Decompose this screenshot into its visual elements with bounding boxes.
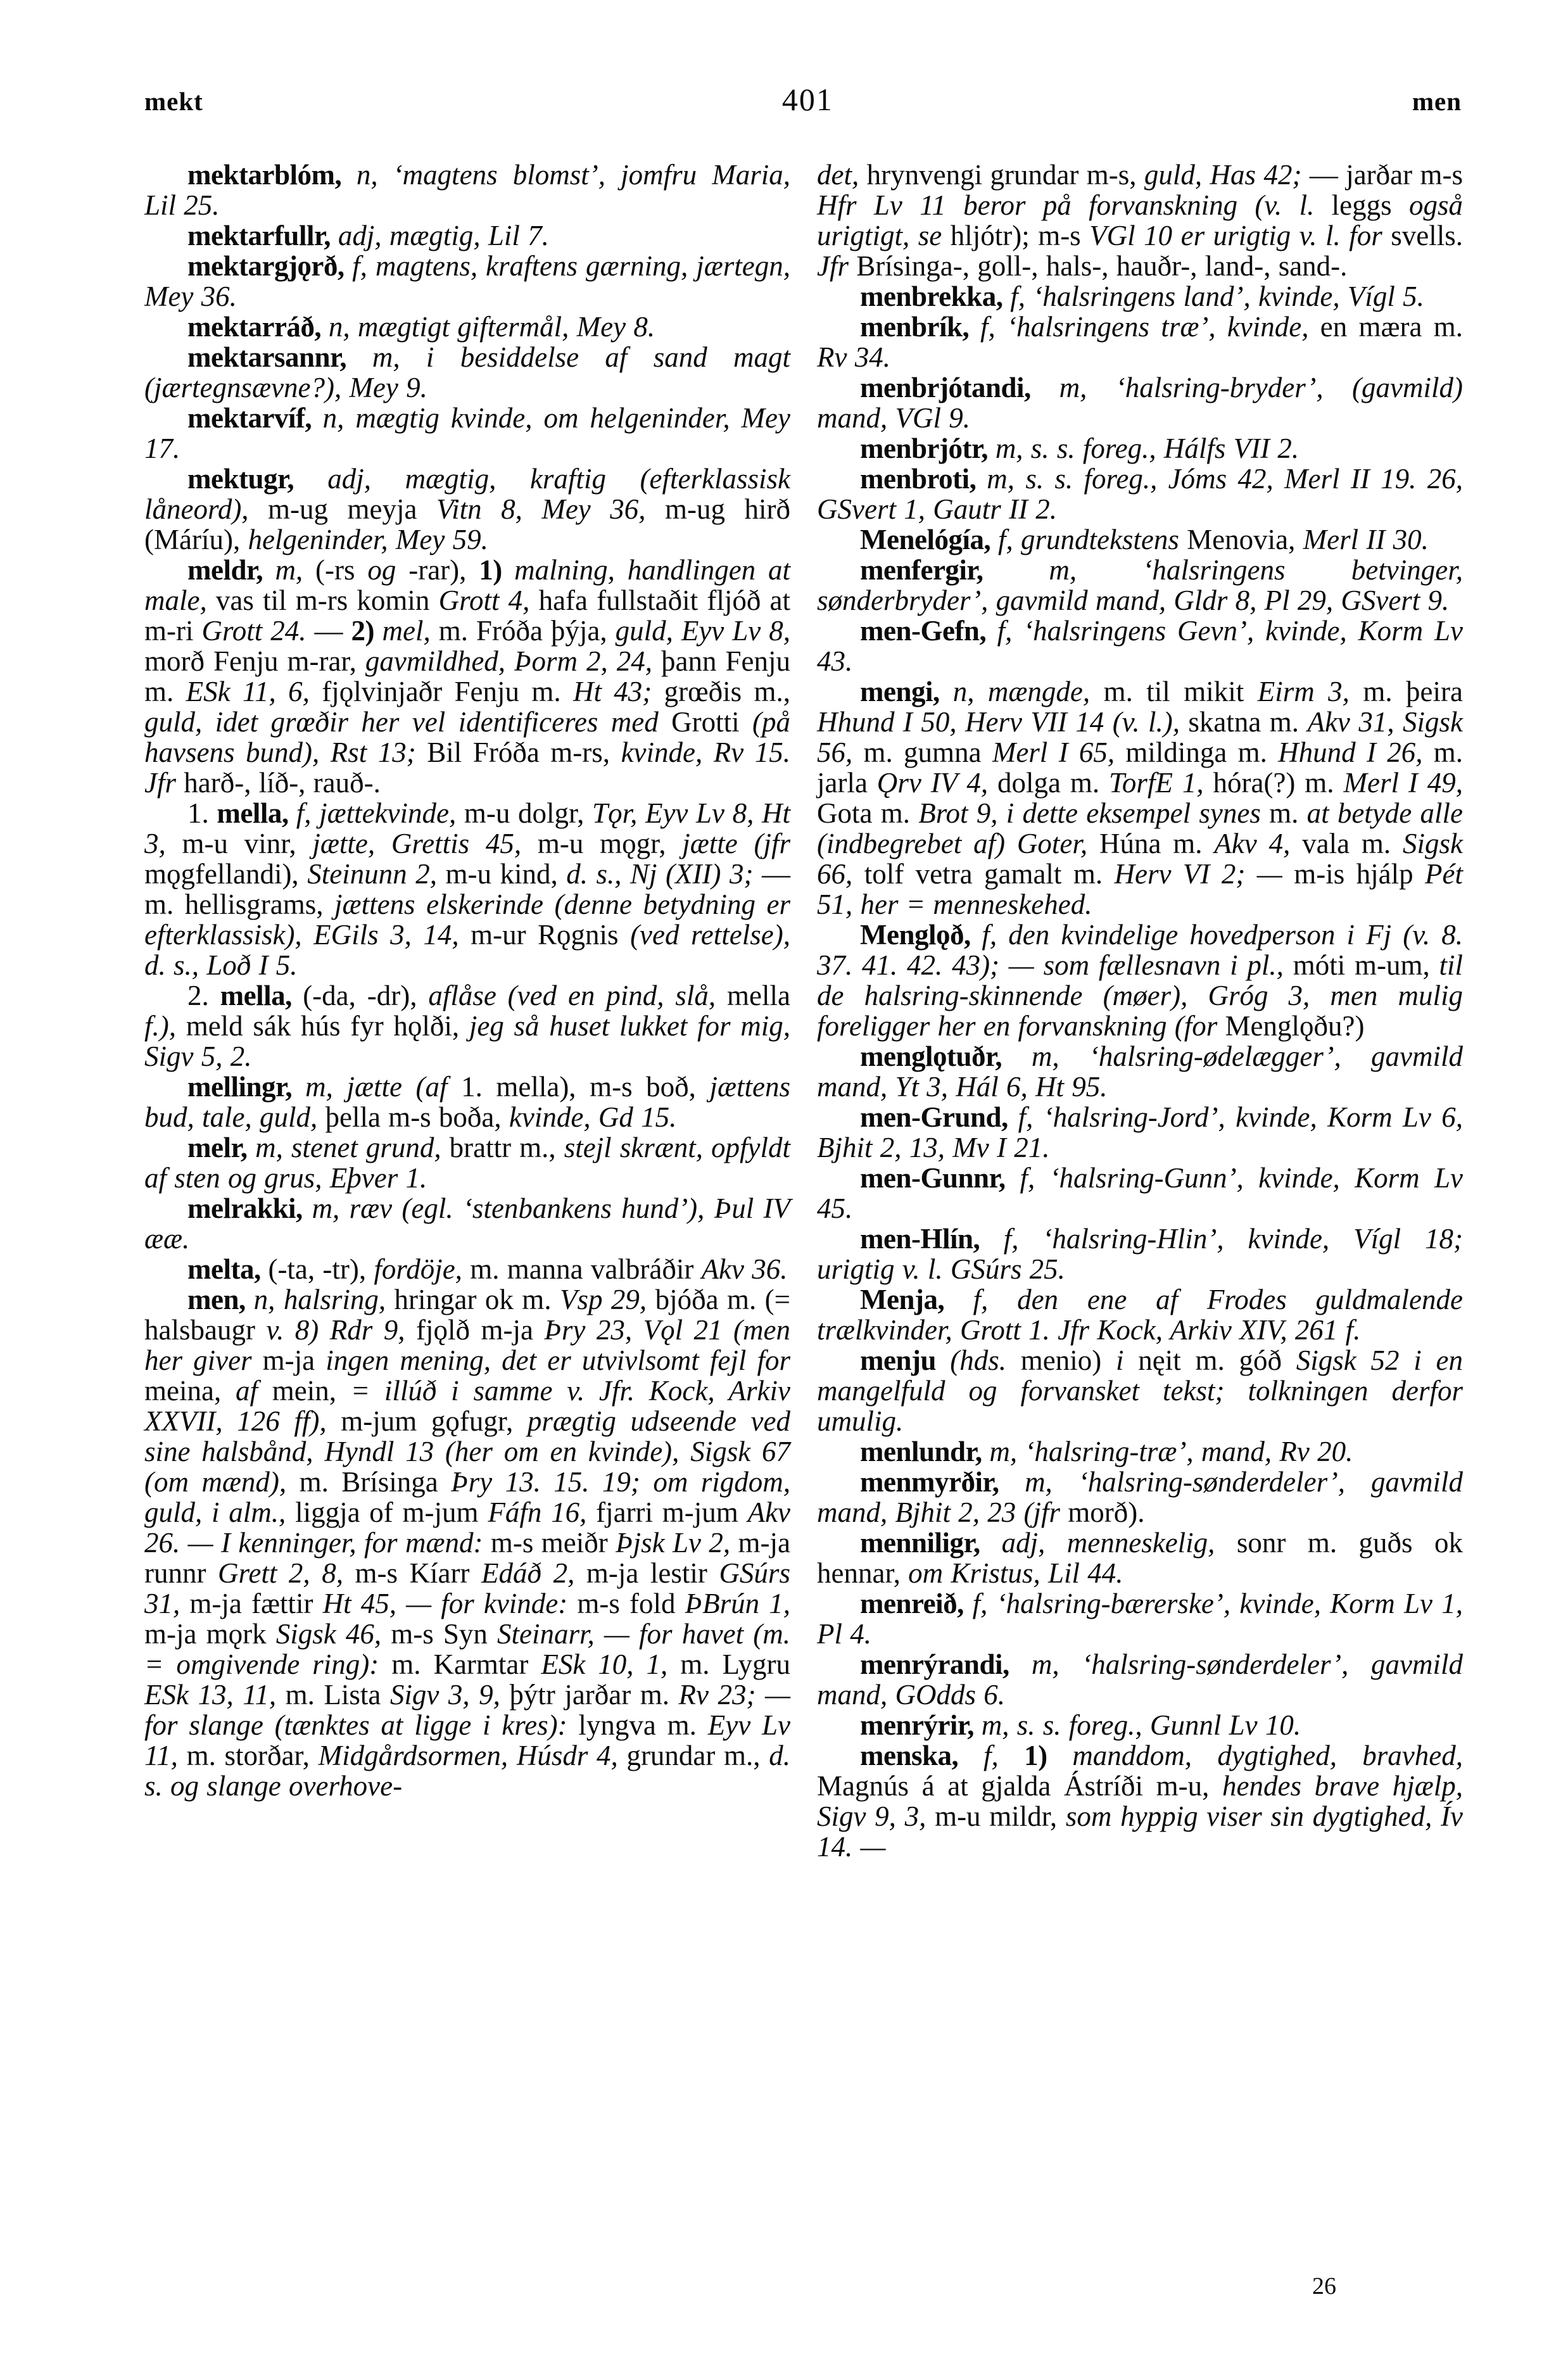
entry-text: skatna m. <box>1188 706 1308 738</box>
entry-text: adj, menneskelig, <box>1001 1527 1237 1559</box>
entry-continuation <box>817 160 1463 281</box>
dictionary-entry <box>144 1284 790 1801</box>
entry-text: Herv VI 2; — <box>1114 858 1294 890</box>
entry-text: jeg så huset lukket for mig, Sigv 5, 2. <box>144 1010 790 1072</box>
entry-text: f, <box>983 1740 1025 1771</box>
dictionary-entry <box>144 464 790 555</box>
entry-text: m-ug meyja <box>268 493 436 525</box>
headword: menbrekka, <box>860 281 1011 312</box>
entry-text: m, i besiddelse af sand magt (jærtegnsævne?), Mey 9. <box>144 341 790 403</box>
dictionary-entry <box>817 433 1463 464</box>
entry-text: guld, idet grœðir her vel identificeres med <box>144 706 672 738</box>
entry-text: m, <box>275 554 316 586</box>
entry-text: Jfr <box>817 250 857 282</box>
entry-text: f, magtens, kraftens gærning, jærtegn, Mey 36. <box>144 250 790 312</box>
headword: menreið, <box>860 1588 973 1619</box>
entry-text: Vsp 29, <box>559 1284 655 1315</box>
entry-text: m, ‘halsringens betvinger, sønderbryder’, gavmild mand, Gldr 8, Pl 29, GSvert 9. <box>817 554 1463 616</box>
entry-text: adj, mægtig, kraftig (efterklassisk låneord), <box>144 463 790 525</box>
entry-text: Tǫr, Eyv Lv 8, Ht 3, <box>144 797 791 859</box>
dictionary-entry <box>817 1649 1463 1710</box>
entry-text: f, ‘halsringens træ’, kvinde, <box>980 311 1320 343</box>
headword: menlundr, <box>860 1436 990 1467</box>
entry-text: m-ja mǫrk <box>144 1618 276 1650</box>
headword: mella, <box>217 797 296 829</box>
entry-text: n, mægtigt giftermål, Mey 8. <box>328 311 655 343</box>
entry-text: m. manna valbráðir <box>470 1253 702 1285</box>
headword: mengi, <box>860 676 953 707</box>
entry-text: kvinde, Gd 15. <box>509 1101 677 1133</box>
entry-text: Edáð 2, <box>481 1557 586 1589</box>
entry-text: m. þeira <box>1363 676 1463 707</box>
entry-text: Bil Fróða m-rs, <box>427 737 621 768</box>
headword: mektargjǫrð, <box>187 250 353 282</box>
entry-text: Fáfn 16, <box>488 1497 597 1528</box>
entry-text: 2. <box>187 980 220 1011</box>
headword: melta, <box>187 1253 269 1285</box>
entry-text: harð-, líð-, rauð-. <box>184 767 381 799</box>
entry-text: i <box>1116 1345 1139 1376</box>
entry-text: m-u mildr, <box>935 1800 1066 1832</box>
entry-text: fjarri m-jum <box>596 1497 748 1528</box>
entry-text: m-s meiðr <box>490 1527 616 1559</box>
entry-text: manddom, dygtighed, bravhed, <box>1072 1740 1463 1771</box>
entry-text: m, s. s. foreg., Jóms 42, Merl II 19. 26, GSvert 1, Gautr II 2. <box>817 463 1463 525</box>
entry-text: hringar ok m. <box>394 1284 560 1315</box>
entry-text: VGl 10 er urigtig v. l. for <box>1089 220 1391 251</box>
dictionary-entry <box>817 1588 1463 1649</box>
entry-text: ingen mening, det er utvivlsomt fejl for <box>326 1345 791 1376</box>
dictionary-entry <box>817 524 1463 555</box>
entry-text: v. 8) Rdr 9, <box>266 1314 416 1346</box>
headword: menbrík, <box>860 311 981 343</box>
dictionary-entry <box>144 312 790 342</box>
text-columns <box>144 160 1463 1862</box>
entry-text: grundar m., <box>626 1740 769 1771</box>
entry-text: m, s. s. foreg., Hálfs VII 2. <box>995 433 1299 464</box>
entry-text: f.), <box>144 1010 186 1042</box>
entry-text: — m. hellisgrams, <box>144 858 790 920</box>
dictionary-entry <box>817 1740 1463 1862</box>
entry-text: Ht 45, — for kvinde: <box>322 1588 578 1619</box>
entry-text: Pét 51, her = menneskehed. <box>817 858 1464 920</box>
entry-text: Steinarr, — for havet (m. = omgivende ring): <box>144 1618 791 1680</box>
headword: mella, <box>220 980 303 1011</box>
entry-text: þann Fenju m. <box>144 645 790 707</box>
entry-text: Akv 36. <box>701 1253 788 1285</box>
entry-text: vala m. <box>1302 828 1403 859</box>
entry-text: m-is hjálp <box>1294 858 1426 890</box>
headword: menrýrandi, <box>860 1648 1032 1680</box>
entry-text: Ǫrv IV 4, <box>876 767 997 799</box>
entry-text: m, ‘halsring-sønderdeler’, gavmild mand, GOdds 6. <box>817 1648 1463 1711</box>
entry-text: (-da, -dr), <box>303 980 429 1011</box>
entry-text: Eirm 3, <box>1257 676 1363 707</box>
entry-text: hljótr); m-s <box>950 220 1090 251</box>
dictionary-entry <box>144 1193 790 1254</box>
headword: men-Gefn, <box>860 615 997 647</box>
dictionary-entry <box>144 555 790 798</box>
entry-text: m, ‘halsring-bryder’, (gavmild) mand, VGl 9. <box>817 372 1463 434</box>
headword: menju <box>860 1345 951 1376</box>
dictionary-entry <box>817 616 1463 676</box>
entry-text: Þry 23, Vǫl 21 (men her giver <box>144 1314 790 1376</box>
entry-text: m, ‘halsring-ødelægger’, gavmild mand, Yt 3, Hál 6, Ht 95. <box>817 1041 1463 1103</box>
entry-text: kvinde, Rv 15. Jfr <box>144 737 790 799</box>
entry-text: jætte, Grettis 45, <box>312 828 538 859</box>
entry-text: f, ‘halsring-Hlin’, kvinde, Vígl 18; urigtig v. l. GSúrs 25. <box>817 1223 1464 1285</box>
entry-text: Ht 43; <box>572 676 664 707</box>
entry-text: f, den kvindelige hovedperson i Fj (v. 8. 37. 41. 42. 43); — som fællesnavn i pl., <box>817 919 1463 981</box>
entry-text: 1. <box>187 797 217 829</box>
entry-text: Grett 2, 8, <box>218 1557 355 1589</box>
headword: mellingr, <box>187 1071 306 1103</box>
entry-text: f, ‘halsringens Gevn’, kvinde, Korm Lv 43. <box>817 615 1463 677</box>
entry-text: malning, handlingen at male, <box>144 554 791 616</box>
entry-text: menio) <box>1020 1345 1116 1376</box>
entry-text: f, ‘halsring-Gunn’, kvinde, Korm Lv 45. <box>817 1162 1463 1224</box>
entry-text: d. s. og slange overhove- <box>144 1740 790 1802</box>
dictionary-entry <box>817 555 1463 616</box>
entry-text: Grott 24. <box>201 615 315 647</box>
headword: mektarvíf, <box>187 402 323 434</box>
headword: menbroti, <box>860 463 987 495</box>
headword: Menelógía, <box>860 524 998 555</box>
entry-text: helgeninder, Mey 59. <box>248 524 488 555</box>
headword: men-Grund, <box>860 1101 1018 1133</box>
dictionary-entry <box>817 1710 1463 1740</box>
entry-text: m-jum gǫfugr, <box>341 1405 528 1437</box>
entry-text: Sigsk 52 i en mangelfuld og forvansket tekst; tolkningen derfor umulig. <box>817 1345 1464 1437</box>
headword: 1) <box>479 554 515 586</box>
entry-text: hóra(?) m. <box>1213 767 1344 799</box>
headword: men-Hlín, <box>860 1223 1004 1255</box>
entry-text: (-ta, -tr), <box>268 1253 374 1285</box>
entry-text: f, grundtekstens <box>997 524 1187 555</box>
entry-text: Húna m. <box>1099 828 1215 859</box>
headword: menfergir, <box>860 554 1049 586</box>
entry-text: til de halsring-skinnende (møer), Gróg 3, men mulig foreligger her en forvanskning (for <box>817 949 1463 1042</box>
entry-text: 1. mella), m-s boð, <box>461 1071 710 1103</box>
entry-text: Brísinga-, goll-, hals-, hauðr-, land-, sand-. <box>856 250 1348 282</box>
dictionary-entry <box>144 251 790 312</box>
headword: mektugr, <box>187 463 328 495</box>
dictionary-entry <box>817 1528 1463 1588</box>
dictionary-entry <box>817 1345 1463 1436</box>
entry-text: f, ‘halsringens land’, kvinde, Vígl 5. <box>1010 281 1424 312</box>
entry-text: d. s., Nj (XII) 3; <box>566 858 762 890</box>
entry-text: leggs <box>1331 189 1409 221</box>
entry-text: jættens bud, tale, guld, <box>144 1071 790 1133</box>
entry-text: fordöje, <box>374 1253 471 1285</box>
entry-text: liggja of m-jum <box>295 1497 488 1528</box>
entry-text: m, ‘halsring-træ’, mand, Rv 20. <box>989 1436 1353 1467</box>
headword: mektarblóm, <box>187 159 357 191</box>
dictionary-entry <box>817 1436 1463 1467</box>
entry-text: Merl I 65, <box>992 737 1126 768</box>
entry-text: hendes brave hjælp, Sigv 9, 3, <box>817 1770 1464 1832</box>
entry-text: aflåse (ved en pind, slå, <box>428 980 728 1011</box>
entry-text: hafa fullstaðit fljóð at m-ri <box>144 585 790 647</box>
entry-text: n, mægtig kvinde, om helgeninder, Mey 17. <box>144 402 790 464</box>
dictionary-entry <box>144 160 790 220</box>
dictionary-entry <box>144 342 790 403</box>
entry-text: vas til m-rs komin <box>215 585 439 616</box>
dictionary-entry <box>144 403 790 464</box>
entry-text: þýtr jarðar m. <box>509 1679 679 1711</box>
entry-text: brattr m., <box>449 1132 564 1163</box>
entry-text: n, ‘magtens blomst’, jomfru Maria, Lil 25. <box>144 159 790 221</box>
entry-text: m-u vinr, <box>182 828 313 859</box>
dictionary-entry <box>144 1072 790 1132</box>
entry-text: m. Fróða þýja, <box>438 615 616 647</box>
entry-text: mein, <box>272 1375 351 1407</box>
dictionary-entry <box>817 464 1463 524</box>
headword: 2) <box>351 615 383 647</box>
entry-text: Merl II 30. <box>1303 524 1429 555</box>
entry-text: grœðis m., <box>664 676 790 707</box>
dictionary-entry <box>817 920 1463 1041</box>
entry-text: morð Fenju m-rar, <box>144 645 365 677</box>
entry-text: af <box>235 1375 272 1407</box>
entry-text: mel, <box>382 615 439 647</box>
entry-text: m. Lista <box>285 1679 390 1711</box>
entry-text: -rar), <box>408 554 479 586</box>
entry-text: at betyde alle (indbegrebet af) Goter, <box>817 797 1463 859</box>
entry-text: m, ‘halsring-sønderdeler’, gavmild mand, Bjhit 2, 23 (jfr <box>817 1466 1464 1528</box>
entry-text: m, ræv (egl. ‘stenbankens hund’), Þul IV ææ. <box>144 1193 790 1255</box>
entry-text: m. storðar, <box>186 1740 319 1771</box>
dictionary-entry <box>144 220 790 251</box>
entry-text: adj, mægtig, Lil 7. <box>338 220 549 251</box>
entry-text: Þjsk Lv 2, <box>616 1527 738 1559</box>
dictionary-entry <box>817 372 1463 433</box>
entry-text: meld sák hús fyr hǫlði, <box>186 1010 469 1042</box>
entry-text: m-ja <box>262 1345 326 1376</box>
headword: melr, <box>187 1132 256 1163</box>
entry-text: ÞBrún 1, <box>685 1588 790 1619</box>
dictionary-entry <box>144 798 790 980</box>
entry-text: m, stenet grund, <box>255 1132 450 1163</box>
entry-text: m, s. s. foreg., Gunnl Lv 10. <box>981 1709 1301 1741</box>
entry-text: m. <box>1269 797 1307 829</box>
entry-text: guld, Eyv Lv 8, <box>615 615 790 647</box>
entry-text: Rv 34. <box>817 341 890 373</box>
entry-text: m-u mǫgr, <box>537 828 683 859</box>
entry-text: meina, <box>144 1375 236 1407</box>
entry-text: (-rs <box>315 554 368 586</box>
entry-text: morð). <box>1068 1497 1145 1528</box>
page-number: 401 <box>781 82 833 117</box>
signature-number: 26 <box>1312 2273 1336 2300</box>
headword: menbrjótr, <box>860 433 996 464</box>
entry-text: Vitn 8, Mey 36, <box>436 493 666 525</box>
dictionary-entry <box>817 1284 1463 1345</box>
entry-text: m-s fold <box>577 1588 685 1619</box>
left-column <box>144 160 790 1862</box>
entry-text: Sigsk 46, <box>275 1618 391 1650</box>
entry-text: m. jarla <box>817 737 1464 799</box>
headword: Menja, <box>860 1284 973 1315</box>
entry-text: prægtig udseende ved sine halsbånd, Hyndl 13 (her om en kvinde), Sigsk 67 (om mænd), <box>144 1405 790 1498</box>
headword: Menglǫð, <box>860 919 982 951</box>
entry-text: Steinunn 2, <box>307 858 446 890</box>
entry-text: bjóða m. (= halsbaugr <box>144 1284 791 1346</box>
entry-text: også urigtigt, se <box>817 189 1463 251</box>
entry-text: m-ug hirð (Máríu), <box>144 493 790 555</box>
entry-text: Midgårdsormen, Húsdr 4, <box>318 1740 627 1771</box>
entry-text: n, halsring, <box>253 1284 395 1315</box>
entry-text: n, mængde, <box>952 676 1104 707</box>
entry-text: Grott 4, <box>438 585 539 616</box>
entry-text: Akv 4, <box>1214 828 1303 859</box>
entry-text: (hds. <box>950 1345 1021 1376</box>
entry-text: svells. <box>1391 220 1463 251</box>
entry-text: ESk 10, 1, <box>541 1648 681 1680</box>
headword: menbrjótandi, <box>860 372 1059 403</box>
entry-text: m. gumna <box>863 737 992 768</box>
headword: 1) <box>1024 1740 1073 1771</box>
entry-text: f, jættekvinde, <box>296 797 464 829</box>
dictionary-entry <box>817 1163 1463 1224</box>
entry-text: guld, Has 42; <box>1144 159 1310 191</box>
entry-text: = illúð i samme v. Jfr. Kock, Arkiv XXVII, 126 ff), <box>144 1375 790 1437</box>
headword: menrýrir, <box>860 1709 982 1741</box>
right-column <box>817 160 1463 1862</box>
entry-text: m. Karmtar <box>391 1648 541 1680</box>
entry-text: f, ‘halsring-bærerske’, kvinde, Korm Lv 1, Pl 4. <box>817 1588 1463 1650</box>
dictionary-entry <box>144 1254 790 1284</box>
entry-text: ESk 11, 6, <box>186 676 322 707</box>
entry-text: jættens elskerinde (denne betydning er efterklassisk), EGils 3, 14, <box>144 889 790 951</box>
running-head <box>144 81 1462 118</box>
dictionary-entry <box>817 1467 1463 1528</box>
dictionary-entry <box>817 281 1463 312</box>
dictionary-entry <box>144 1132 790 1193</box>
entry-text: m. til mikit <box>1103 676 1258 707</box>
entry-text: tolf vetra gamalt m. <box>864 858 1115 890</box>
entry-text: Hhund I 26, <box>1278 737 1434 768</box>
headword: menniligr, <box>860 1527 1002 1559</box>
dictionary-entry <box>817 1102 1463 1163</box>
entry-text: sonr m. guðs ok hennar, <box>817 1527 1463 1589</box>
headword: menmyrðir, <box>860 1466 1025 1498</box>
entry-text: f, ‘halsring-Jord’, kvinde, Korm Lv 6, Bjhit 2, 13, Mv I 21. <box>817 1101 1463 1163</box>
entry-text: mella <box>727 980 790 1011</box>
entry-text: nęit m. góð <box>1138 1345 1296 1376</box>
dictionary-entry <box>817 676 1463 920</box>
entry-text: m-ja fættir <box>189 1588 323 1619</box>
headword: men-Gunnr, <box>860 1162 1020 1194</box>
entry-text: dolga m. <box>997 767 1110 799</box>
entry-text: m. Lygru <box>680 1648 790 1680</box>
entry-text: jætte (jfr <box>682 828 791 859</box>
headword: mektarfullr, <box>187 220 338 251</box>
headword: meldr, <box>187 554 275 586</box>
entry-text: som hyppig viser sin dygtighed, Ív 14. — <box>817 1800 1463 1863</box>
dictionary-entry <box>817 1041 1463 1102</box>
entry-text: (ved rettelse), d. s., Loð I 5. <box>144 919 790 981</box>
guide-word-left: mekt <box>144 87 203 116</box>
entry-text: Sigsk 66, <box>817 828 1463 890</box>
entry-text: mǫgfellandi), <box>144 858 308 890</box>
entry-text: GSúrs 31, <box>144 1557 790 1619</box>
entry-text: lyngva m. <box>578 1709 708 1741</box>
entry-text: m-u dolgr, <box>464 797 593 829</box>
entry-text: m-ja runnr <box>144 1527 790 1589</box>
entry-text: m-ur Rǫgnis <box>471 919 631 951</box>
entry-text: (på havsens bund), Rst 13; <box>144 706 790 768</box>
entry-text: Akv 26. — I kenninger, for mænd: <box>144 1497 791 1559</box>
dictionary-entry <box>817 1224 1463 1284</box>
entry-text: gavmildhed, Þorm 2, 24, <box>365 645 662 677</box>
entry-text: Grotti <box>671 706 752 738</box>
entry-text: Brot 9, i dette eksempel synes <box>918 797 1270 829</box>
entry-text: Sigv 3, 9, <box>389 1679 510 1711</box>
entry-text: — jarðar m-s <box>1309 159 1464 191</box>
guide-word-right: men <box>1412 87 1462 116</box>
entry-text: Merl I 49, <box>1343 767 1464 799</box>
entry-text: hrynvengi grundar m-s, <box>866 159 1144 191</box>
headword: mektarráð, <box>187 311 329 343</box>
entry-text: Hhund I 50, Herv VII 14 (v. l.), <box>817 706 1189 738</box>
headword: men, <box>187 1284 254 1315</box>
dictionary-entry <box>817 312 1463 372</box>
entry-text: Menovia, <box>1187 524 1303 555</box>
entry-text: det, <box>817 159 867 191</box>
entry-text: Menglǫðu?) <box>1225 1010 1365 1042</box>
entry-text: stejl skrænt, opfyldt af sten og grus, Eþver 1. <box>144 1132 790 1194</box>
entry-text: en mæra m. <box>1320 311 1463 343</box>
entry-text: TorfE 1, <box>1109 767 1213 799</box>
entry-text: fjǫlð m-ja <box>415 1314 545 1346</box>
entry-text: om Kristus, Lil 44. <box>908 1557 1123 1589</box>
entry-text: m. Brísinga <box>299 1466 452 1498</box>
entry-text: m-u kind, <box>445 858 567 890</box>
entry-text: Þry 13. 15. 19; om rigdom, guld, i alm., <box>144 1466 790 1528</box>
entry-text: Akv 31, Sigsk 56, <box>817 706 1463 768</box>
entry-text: ESk 13, 11, <box>144 1679 286 1711</box>
entry-text: þella m-s boða, <box>325 1101 509 1133</box>
entry-text: m-s Syn <box>391 1618 498 1650</box>
entry-text: móti m-um, <box>1293 949 1439 981</box>
entry-text: m, jætte (af <box>305 1071 462 1103</box>
entry-text: og <box>367 554 409 586</box>
headword: menglǫtuðr, <box>860 1041 1032 1072</box>
dictionary-entry <box>144 980 790 1072</box>
entry-text: Eyv Lv 11, <box>144 1709 790 1771</box>
entry-text: fjǫlvinjaðr Fenju m. <box>322 676 573 707</box>
entry-text: m-ja lestir <box>586 1557 719 1589</box>
headword: mektarsannr, <box>187 341 372 373</box>
entry-text: Gota m. <box>817 797 919 829</box>
entry-text: Hfr Lv 11 beror på forvanskning (v. l. <box>817 189 1332 221</box>
entry-text: Rv 23; — for slange (tænktes at ligge i kres): <box>144 1679 790 1741</box>
headword: melrakki, <box>187 1193 312 1224</box>
entry-text: — <box>314 615 351 647</box>
entry-text: mildinga m. <box>1125 737 1279 768</box>
entry-text: m-s Kíarr <box>355 1557 482 1589</box>
headword: menska, <box>860 1740 984 1771</box>
entry-text: Magnús á at gjalda Ástríði m-u, <box>817 1770 1223 1802</box>
entry-text: f, den ene af Frodes guldmalende trælkvinder, Grott 1. Jfr Kock, Arkiv XIV, 261 f. <box>817 1284 1463 1346</box>
